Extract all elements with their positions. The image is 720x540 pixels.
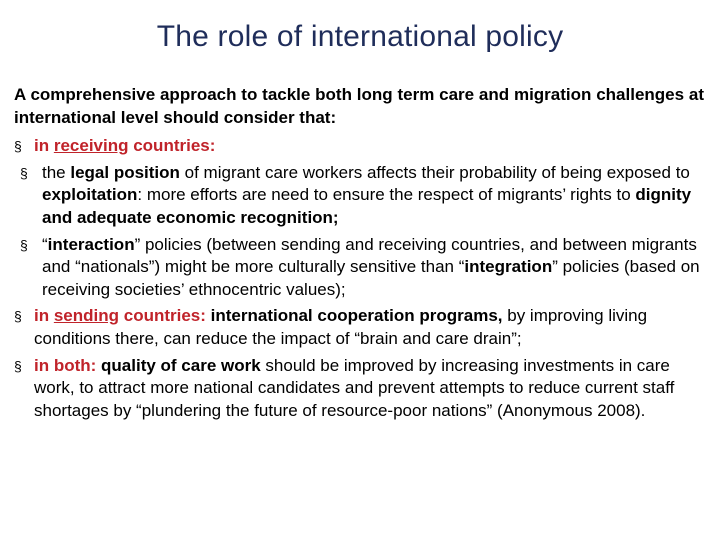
intro-paragraph: A comprehensive approach to tackle both long term care and migration challenges at international level should consider that: xyxy=(14,85,704,127)
interaction-term: interaction xyxy=(47,234,135,254)
sub-bullet-marker: § xyxy=(20,164,28,181)
legal-position-term: legal position xyxy=(70,162,180,182)
text-run: ” policies (between sending and receiving countries, and between migrants and “nationals”) might be more culturally sensitive than “ xyxy=(42,234,697,277)
slide-title: The role of international policy xyxy=(156,20,564,53)
bullet-marker: § xyxy=(14,308,22,325)
text-run: of migrant care workers affects their probability of being exposed to xyxy=(179,162,690,182)
text-run: ” policies (based on receiving societies’ ethnocentric values); xyxy=(42,257,700,299)
sending-suffix: countries: xyxy=(119,306,211,326)
text-run: should be improved by increasing investments in care work, to attract more national candidates and prevent attempts to reduce current staff shortages by “plundering the future of resource-poor nations” (Anonymous 2008). xyxy=(34,355,675,420)
text-run: : more efforts are need to ensure the respect of migrants’ rights to xyxy=(137,185,636,205)
both-label: in both: xyxy=(34,355,102,375)
sending-keyword: sending xyxy=(53,306,120,326)
bullet-sending xyxy=(14,305,704,350)
text-run: by improving living conditions there, can reduce the impact of “brain and care drain”; xyxy=(34,306,648,348)
text-run: the xyxy=(42,162,71,182)
sub-bullet-marker: § xyxy=(20,236,28,253)
bullet-marker: § xyxy=(14,138,22,155)
bullet-receiving xyxy=(14,135,704,158)
bullet-marker: § xyxy=(14,357,22,374)
cooperation-term: international cooperation programs, xyxy=(210,306,503,326)
quality-term: quality of care work xyxy=(101,355,261,375)
exploitation-term: exploitation xyxy=(42,185,138,205)
receiving-keyword: receiving xyxy=(53,136,129,156)
sub-bullet-interaction xyxy=(14,234,704,302)
receiving-prefix: in xyxy=(34,136,54,156)
sending-prefix: in xyxy=(34,306,54,326)
receiving-suffix: countries: xyxy=(128,136,216,156)
dignity-term: dignity and adequate economic recognition; xyxy=(42,185,692,227)
integration-term: integration xyxy=(464,257,553,277)
text-run: “ xyxy=(42,234,48,254)
sub-bullet-legal-position xyxy=(14,162,704,230)
bullet-both xyxy=(14,355,704,423)
slide-body xyxy=(14,84,704,426)
